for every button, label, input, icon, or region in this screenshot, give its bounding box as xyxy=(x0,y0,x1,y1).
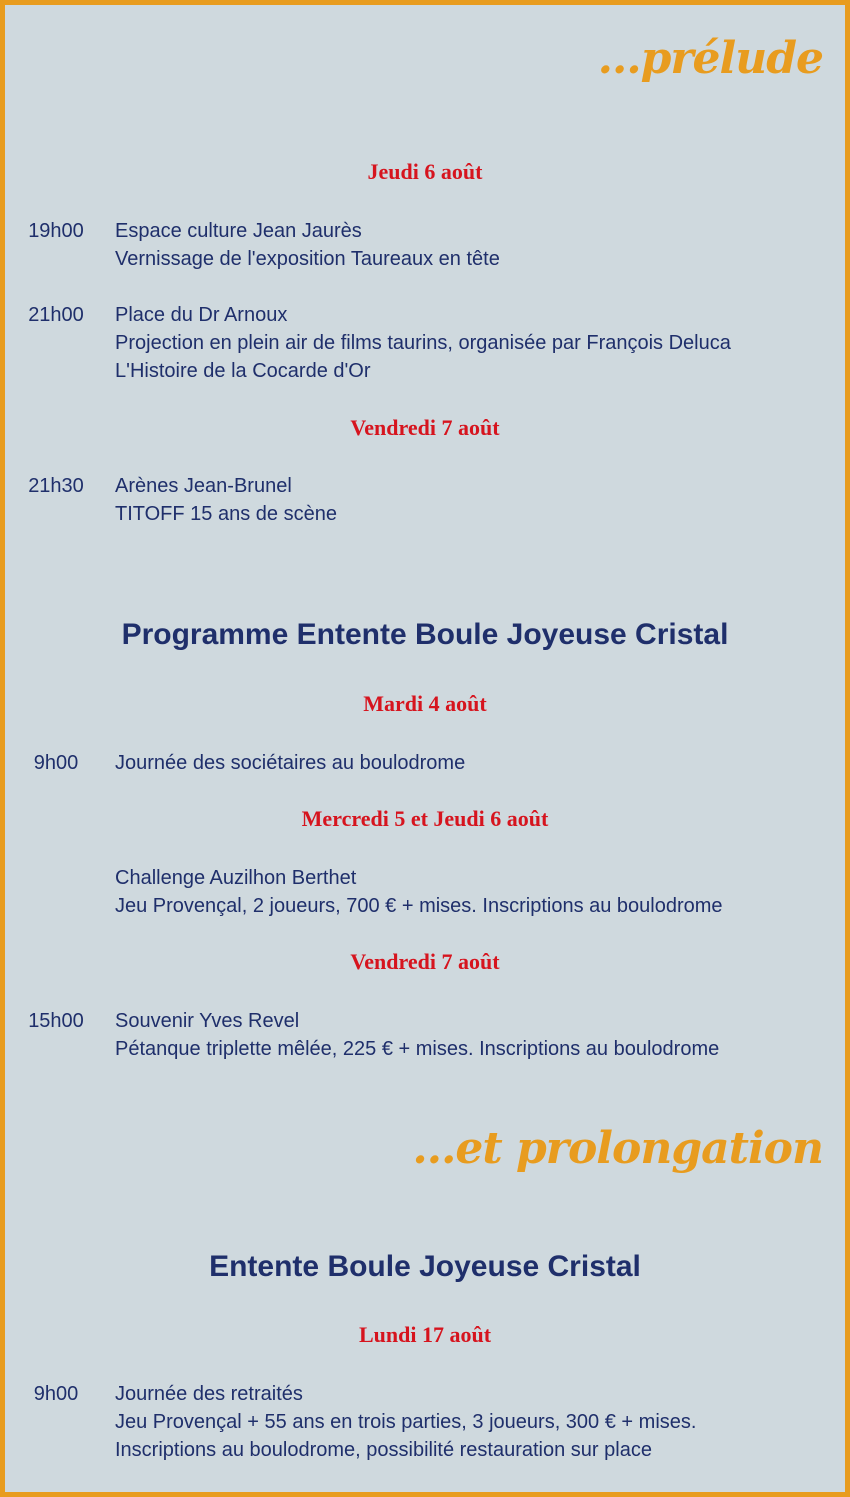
event-venue: Arènes Jean-Brunel xyxy=(115,475,292,497)
event-time: 21h30 xyxy=(28,475,84,497)
event-time: 9h00 xyxy=(33,1383,79,1405)
event-venue: Souvenir Yves Revel xyxy=(115,1010,300,1032)
event-time: 9h00 xyxy=(33,752,79,774)
event-description: TITOFF 15 ans de scène xyxy=(115,503,337,525)
event-time: 15h00 xyxy=(28,1010,84,1032)
event-description: Projection en plein air de films taurins, organisée par François Deluca xyxy=(115,332,731,354)
event-description: Journée des sociétaires au boulodrome xyxy=(115,752,466,774)
day-heading: Vendredi 7 août xyxy=(350,415,500,440)
event-description: Vernissage de l'exposition Taureaux en tête xyxy=(115,248,500,270)
day-heading: Lundi 17 août xyxy=(358,1322,492,1347)
event-description: Inscriptions au boulodrome, possibilité restauration sur place xyxy=(115,1439,652,1461)
event-venue: Journée des retraités xyxy=(115,1383,303,1405)
event-venue: Place du Dr Arnoux xyxy=(115,304,288,326)
section-heading: Programme Entente Boule Joyeuse Cristal xyxy=(121,618,729,651)
event-venue: Challenge Auzilhon Berthet xyxy=(115,867,357,889)
event-description: Pétanque triplette mêlée, 225 € + mises. Inscriptions au boulodrome xyxy=(115,1038,720,1060)
event-description: Jeu Provençal + 55 ans en trois parties, 3 joueurs, 300 € + mises. xyxy=(115,1411,697,1433)
event-description: Jeu Provençal, 2 joueurs, 700 € + mises. Inscriptions au boulodrome xyxy=(115,895,723,917)
event-time: 21h00 xyxy=(28,304,84,326)
day-heading: Vendredi 7 août xyxy=(350,949,500,974)
day-heading: Mardi 4 août xyxy=(363,691,487,716)
event-time: 19h00 xyxy=(28,220,84,242)
section-heading: Entente Boule Joyeuse Cristal xyxy=(209,1250,641,1283)
day-heading: Jeudi 6 août xyxy=(367,159,483,184)
prolongation-title: …et prolongation xyxy=(412,1123,823,1174)
event-description: L'Histoire de la Cocarde d'Or xyxy=(115,360,371,382)
prelude-title: …prélude xyxy=(597,33,823,84)
day-heading: Mercredi 5 et Jeudi 6 août xyxy=(301,806,549,831)
event-venue: Espace culture Jean Jaurès xyxy=(115,220,362,242)
